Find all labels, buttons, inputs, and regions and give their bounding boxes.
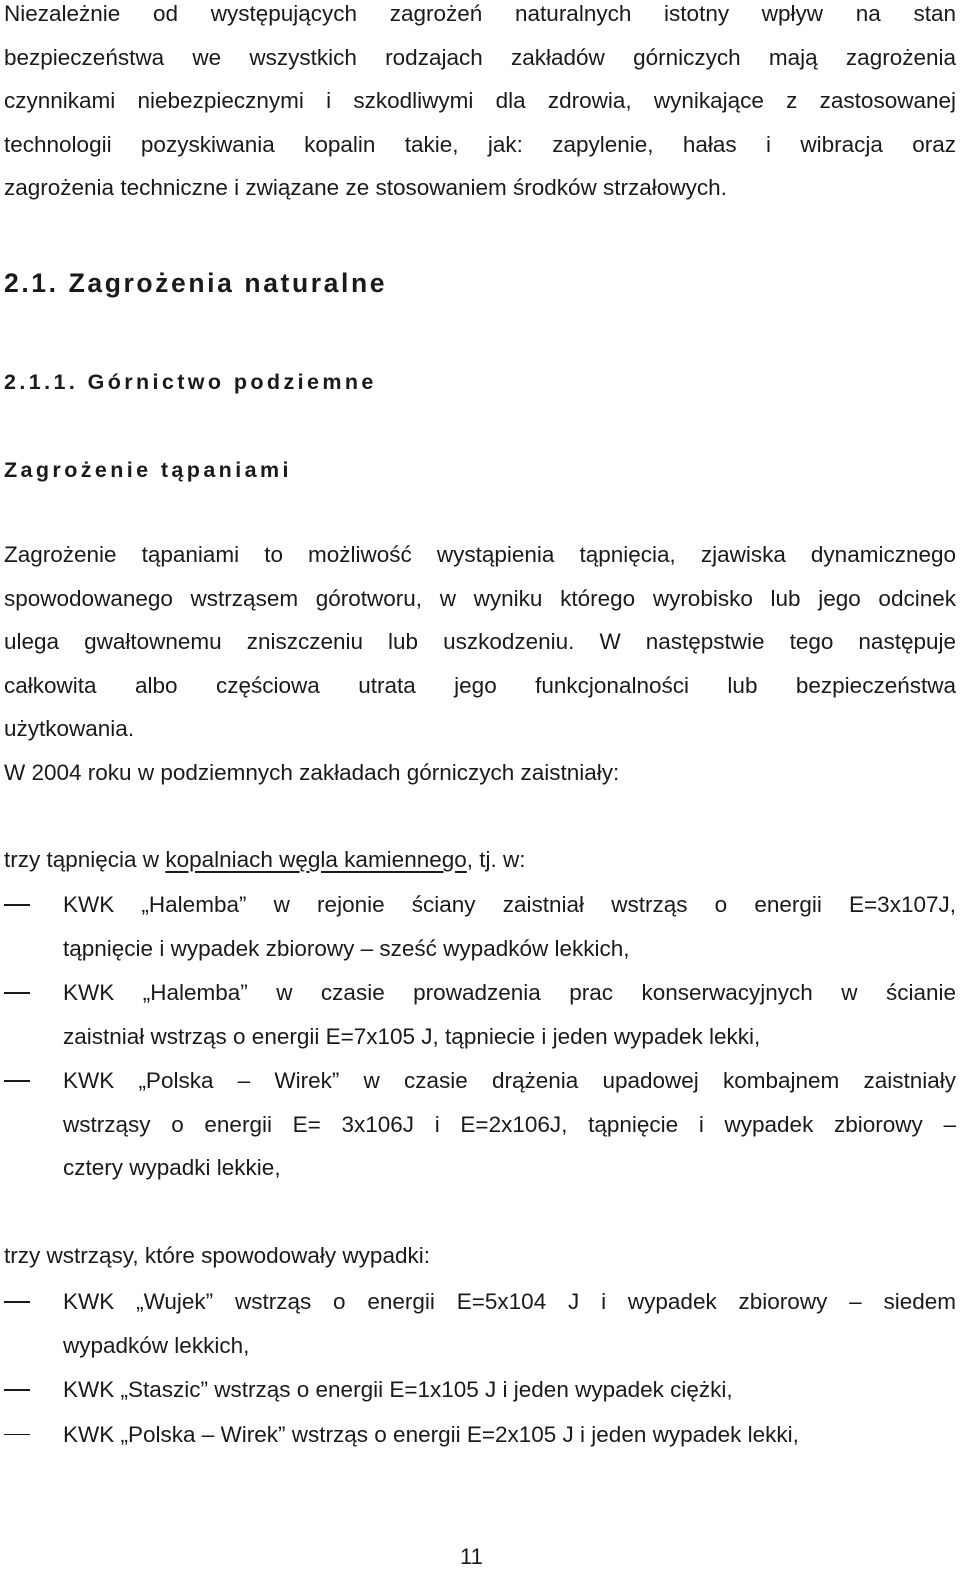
paragraph-line: całkowita albo częściowa utrata jego funkcjonalności lub bezpieczeństwa: [4, 672, 956, 698]
dash-bullet: [4, 1301, 30, 1303]
list-item: [4, 1368, 956, 1412]
paragraph-line: technologii pozyskiwania kopalin takie, jak: zapylenie, hałas i wibracja oraz: [4, 131, 956, 157]
paragraph-line: spowodowanego wstrząsem górotworu, w wyniku którego wyrobisko lub jego odcinek: [4, 585, 956, 611]
dash-bullet: [4, 1434, 30, 1436]
wstrzasy-intro: trzy wstrząsy, które spowodowały wypadki:: [4, 1243, 430, 1268]
list-item-line: KWK „Polska – Wirek” w czasie drążenia upadowej kombajnem zaistniały: [63, 1068, 956, 1093]
list-item: [4, 1280, 956, 1367]
list-item-line: KWK „Wujek” wstrząs o energii E=5x104 J i wypadek zbiorowy – siedem: [63, 1289, 956, 1314]
subsection-heading: 2.1.1. Górnictwo podziemne: [4, 370, 377, 394]
list-item-line: wypadków lekkich,: [63, 1332, 250, 1358]
list-item: [4, 971, 956, 1058]
dash-bullet: [4, 1389, 30, 1391]
dash-bullet: [4, 1080, 30, 1082]
list-item-line: tąpnięcie i wypadek zbiorowy – sześć wypadków lekkich,: [63, 935, 630, 961]
topic-heading: Zagrożenie tąpaniami: [4, 458, 292, 482]
definition-paragraph: [4, 533, 956, 751]
list-item-line: cztery wypadki lekkie,: [63, 1155, 281, 1180]
list-item-line: KWK „Halemba” w rejonie ściany zaistniał wstrząs o energii E=3x107J,: [63, 892, 956, 917]
tapniecia-intro: [4, 838, 526, 882]
intro-paragraph: [4, 0, 956, 210]
dash-bullet: [4, 904, 30, 906]
page-number: 11: [460, 1544, 483, 1569]
paragraph-line: Niezależnie od występujących zagrożeń naturalnych istotny wpływ na stan: [4, 1, 956, 26]
tapniecia-intro-prefix: trzy tąpnięcia w: [4, 847, 166, 872]
tapniecia-list: [4, 883, 956, 1191]
tapniecia-intro-suffix: , tj. w:: [466, 847, 526, 872]
paragraph-line: bezpieczeństwa we wszystkich rodzajach zakładów górniczych mają zagrożenia: [4, 44, 956, 70]
wstrzasy-list: [4, 1280, 956, 1457]
list-item-line: KWK „Polska – Wirek” wstrząs o energii E=2x105 J i jeden wypadek lekki,: [63, 1421, 799, 1447]
list-item-line: KWK „Halemba” w czasie prowadzenia prac konserwacyjnych w ścianie: [63, 980, 956, 1005]
paragraph-line: zagrożenia techniczne i związane ze stosowaniem środków strzałowych.: [4, 175, 727, 200]
list-item: [4, 1059, 956, 1190]
statement-2004: W 2004 roku w podziemnych zakładach górniczych zaistniały:: [4, 760, 620, 785]
list-item-line: wstrząsy o energii E= 3x106J i E=2x106J, tąpnięcie i wypadek zbiorowy –: [63, 1111, 956, 1137]
dash-bullet: [4, 992, 30, 994]
paragraph-line: Zagrożenie tąpaniami to możliwość wystąpienia tąpnięcia, zjawiska dynamicznego: [4, 542, 956, 567]
kopalnie-link[interactable]: kopalniach węgla kamiennego: [165, 847, 467, 872]
paragraph-line: użytkowania.: [4, 716, 135, 741]
list-item-line: KWK „Staszic” wstrząs o energii E=1x105 J i jeden wypadek ciężki,: [63, 1377, 733, 1402]
list-item: [4, 1413, 956, 1457]
paragraph-line: ulega gwałtownemu zniszczeniu lub uszkodzeniu. W następstwie tego następuje: [4, 629, 956, 654]
list-item-line: zaistniał wstrząs o energii E=7x105 J, tąpniecie i jeden wypadek lekki,: [63, 1023, 761, 1049]
section-heading: 2.1. Zagrożenia naturalne: [4, 268, 388, 298]
paragraph-line: czynnikami niebezpiecznymi i szkodliwymi dla zdrowia, wynikające z zastosowanej: [4, 88, 956, 113]
list-item: [4, 883, 956, 970]
